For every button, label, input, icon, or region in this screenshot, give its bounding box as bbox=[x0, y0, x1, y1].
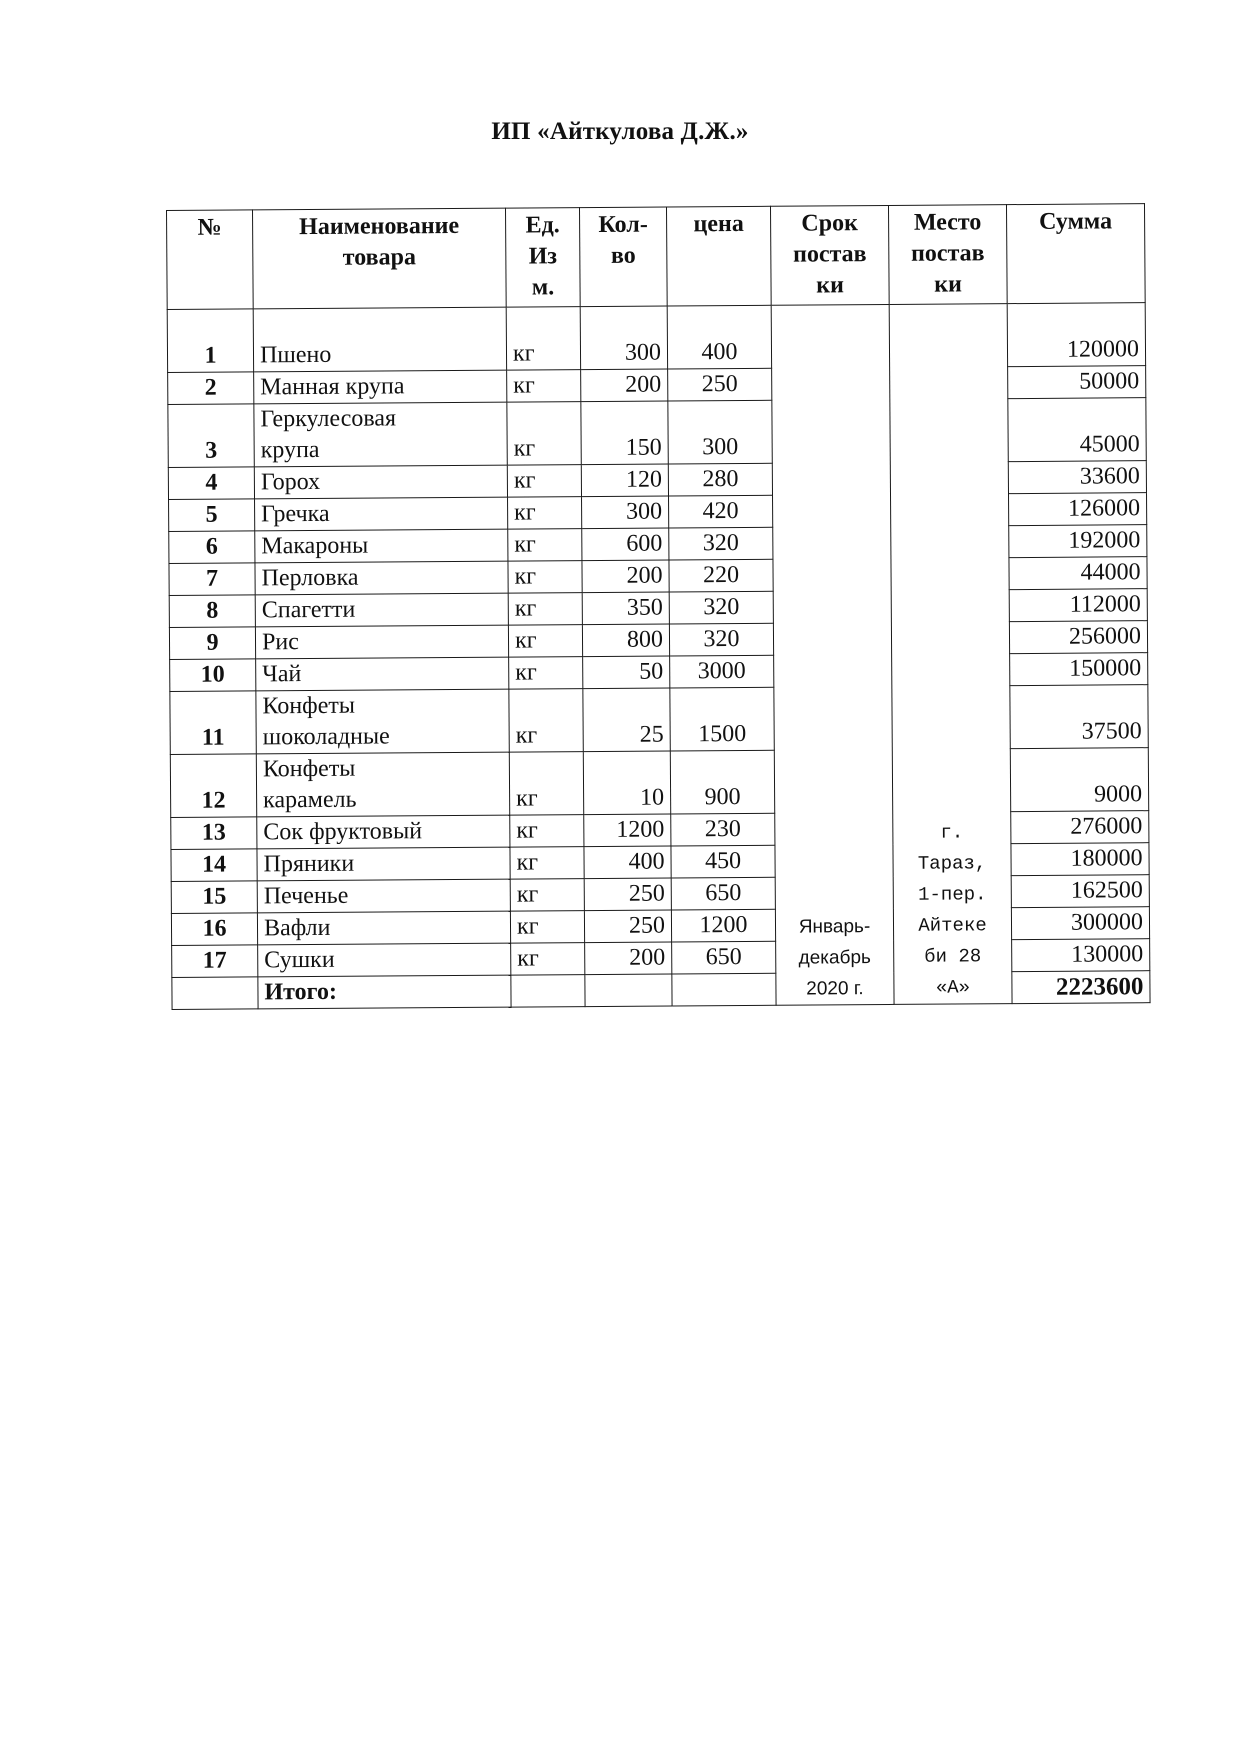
cell-sum-text: 150000 bbox=[1069, 655, 1142, 682]
cell-num bbox=[171, 913, 257, 946]
cell-sum bbox=[1010, 685, 1148, 749]
cell-sum-text: 9000 bbox=[1094, 781, 1143, 808]
cell-name bbox=[257, 847, 510, 881]
cell-sum bbox=[1010, 748, 1148, 812]
cell-qty-text: 200 bbox=[629, 944, 666, 971]
cell-qty bbox=[582, 496, 669, 529]
cell-price-text: 250 bbox=[701, 371, 738, 398]
cell-price-text: 900 bbox=[704, 784, 741, 811]
cell-qty-text: 800 bbox=[626, 626, 664, 653]
cell-unit-text: кг bbox=[515, 722, 538, 749]
cell-num-text: 14 bbox=[201, 851, 227, 878]
cell-price-text: 280 bbox=[702, 466, 739, 493]
cell-sum bbox=[1008, 398, 1146, 462]
cell-price-text: 1500 bbox=[698, 720, 747, 748]
cell-sum bbox=[1009, 557, 1147, 590]
cell-name bbox=[255, 529, 508, 563]
cell-price-text: 320 bbox=[702, 530, 739, 557]
cell-name-text: Геркулесовая крупа bbox=[260, 405, 397, 464]
cell-num bbox=[170, 754, 256, 818]
cell-qty-text: 10 bbox=[640, 784, 665, 811]
cell-name-text: Пшено bbox=[259, 341, 332, 369]
cell-unit bbox=[508, 625, 582, 658]
cell-name-text: Чай bbox=[262, 661, 302, 688]
cell-name-text: Спагетти bbox=[261, 596, 356, 624]
cell-unit bbox=[507, 402, 581, 466]
cell-sum-text: 33600 bbox=[1079, 463, 1140, 490]
cell-unit-text: кг bbox=[516, 785, 538, 812]
cell-num bbox=[170, 659, 256, 692]
cell-price bbox=[669, 527, 773, 560]
cell-unit-text: кг bbox=[516, 817, 538, 844]
cell-price bbox=[671, 877, 775, 910]
total-unit-cell bbox=[511, 975, 585, 1008]
cell-qty bbox=[583, 656, 670, 689]
goods-table bbox=[166, 203, 1151, 1010]
cell-num bbox=[169, 627, 255, 660]
cell-unit-text: кг bbox=[512, 340, 535, 367]
cell-num bbox=[171, 881, 257, 914]
cell-num-text: 9 bbox=[206, 629, 219, 656]
cell-unit bbox=[509, 657, 583, 690]
cell-qty-text: 120 bbox=[625, 466, 662, 493]
cell-unit-text: кг bbox=[513, 435, 536, 462]
cell-num-text: 11 bbox=[201, 724, 225, 751]
cell-num-text: 16 bbox=[202, 915, 227, 942]
total-num-cell bbox=[172, 977, 258, 1010]
total-price-cell bbox=[672, 973, 776, 1006]
cell-name bbox=[254, 402, 507, 467]
cell-sum-text: 37500 bbox=[1081, 718, 1142, 745]
cell-name-text: Сок фруктовый bbox=[263, 818, 423, 846]
cell-name-text: Печенье bbox=[263, 882, 349, 910]
cell-unit-text: кг bbox=[513, 372, 535, 399]
cell-name bbox=[254, 465, 507, 499]
cell-price bbox=[668, 368, 772, 401]
cell-unit bbox=[510, 847, 584, 880]
header-unit: Ед. Из м. bbox=[505, 208, 580, 308]
cell-unit-text: кг bbox=[515, 659, 537, 686]
cell-unit-text: кг bbox=[516, 881, 539, 908]
cell-qty-text: 600 bbox=[626, 530, 663, 557]
cell-sum-text: 300000 bbox=[1070, 909, 1144, 936]
cell-unit-text: кг bbox=[514, 627, 537, 654]
cell-unit bbox=[510, 815, 584, 848]
header-num: № bbox=[167, 210, 254, 310]
cell-name bbox=[258, 943, 511, 977]
cell-unit-text: кг bbox=[517, 945, 539, 972]
cell-qty-text: 250 bbox=[628, 912, 666, 939]
cell-sum bbox=[1007, 303, 1145, 367]
cell-unit-text: кг bbox=[514, 499, 536, 526]
cell-price-text: 230 bbox=[704, 816, 741, 843]
total-qty-cell bbox=[585, 974, 672, 1007]
cell-price-text: 650 bbox=[705, 943, 742, 971]
cell-sum-text: 50000 bbox=[1079, 368, 1140, 395]
cell-unit bbox=[507, 465, 581, 498]
table-body bbox=[167, 303, 1150, 1010]
cell-qty-text: 300 bbox=[624, 339, 662, 366]
header-place: Место постав ки bbox=[888, 205, 1007, 305]
cell-price bbox=[669, 559, 773, 592]
cell-qty-text: 400 bbox=[628, 848, 665, 875]
cell-sum bbox=[1008, 366, 1146, 399]
cell-name bbox=[254, 370, 507, 404]
cell-qty bbox=[581, 401, 668, 465]
cell-qty bbox=[585, 942, 672, 975]
cell-name-text: Перловка bbox=[261, 564, 359, 592]
cell-name bbox=[253, 307, 506, 372]
cell-unit bbox=[510, 879, 584, 912]
cell-num bbox=[168, 372, 254, 405]
cell-price bbox=[669, 623, 773, 656]
cell-num-text: 12 bbox=[201, 787, 226, 814]
cell-name bbox=[255, 625, 508, 659]
cell-price bbox=[670, 750, 774, 814]
cell-name bbox=[256, 689, 509, 754]
cell-qty bbox=[580, 306, 667, 370]
cell-sum bbox=[1011, 811, 1149, 844]
cell-price-text: 400 bbox=[701, 339, 738, 366]
cell-sum bbox=[1011, 843, 1149, 876]
cell-unit bbox=[509, 689, 583, 753]
cell-sum-text: 126000 bbox=[1068, 495, 1141, 522]
cell-sum-text: 256000 bbox=[1068, 623, 1142, 650]
cell-name bbox=[257, 911, 510, 945]
cell-sum-text: 120000 bbox=[1066, 336, 1140, 363]
cell-num-text: 2 bbox=[204, 374, 217, 401]
cell-num-text: 5 bbox=[205, 501, 218, 528]
cell-num-text: 15 bbox=[202, 883, 227, 910]
cell-num bbox=[168, 404, 254, 468]
cell-num bbox=[169, 531, 255, 564]
cell-qty bbox=[584, 846, 671, 879]
cell-price-text: 300 bbox=[702, 434, 739, 461]
cell-qty bbox=[582, 560, 669, 593]
cell-delivery-place bbox=[889, 304, 1012, 1005]
cell-name-text: Макароны bbox=[261, 532, 369, 560]
total-label: Итого: bbox=[258, 975, 511, 1009]
cell-sum-text: 44000 bbox=[1080, 559, 1141, 586]
cell-unit bbox=[508, 593, 582, 626]
header-qty: Кол- во bbox=[579, 207, 667, 307]
cell-qty bbox=[581, 369, 668, 402]
cell-num bbox=[169, 499, 255, 532]
cell-price bbox=[668, 400, 772, 464]
cell-qty-text: 300 bbox=[626, 498, 663, 525]
cell-name-text: Конфеты карамель bbox=[262, 755, 357, 814]
cell-unit-text: кг bbox=[514, 563, 537, 590]
cell-qty bbox=[584, 878, 671, 911]
cell-price-text: 320 bbox=[703, 594, 740, 621]
cell-qty bbox=[583, 688, 670, 752]
cell-price-text: 320 bbox=[703, 626, 740, 653]
cell-qty-text: 250 bbox=[628, 880, 665, 907]
cell-sum bbox=[1009, 589, 1147, 622]
cell-unit bbox=[509, 752, 583, 816]
cell-price bbox=[672, 941, 776, 974]
cell-qty bbox=[582, 528, 669, 561]
cell-unit bbox=[507, 370, 581, 403]
cell-sum-text: 130000 bbox=[1071, 941, 1144, 968]
cell-price bbox=[670, 655, 774, 688]
cell-qty-text: 200 bbox=[626, 562, 663, 589]
cell-qty bbox=[582, 592, 669, 625]
cell-sum bbox=[1011, 875, 1149, 908]
cell-name bbox=[257, 815, 510, 849]
cell-price-text: 650 bbox=[705, 880, 742, 907]
document-title: ИП «Айткулова Д.Ж.» bbox=[491, 118, 749, 145]
cell-name-text: Манная крупа bbox=[260, 373, 405, 401]
cell-num bbox=[171, 817, 257, 850]
cell-name bbox=[256, 657, 509, 691]
cell-qty-text: 350 bbox=[626, 594, 663, 621]
header-price: цена bbox=[666, 206, 771, 306]
cell-price-text: 1200 bbox=[699, 911, 748, 939]
cell-qty-text: 150 bbox=[625, 434, 662, 461]
cell-num-text: 8 bbox=[206, 597, 219, 624]
cell-price-text: 3000 bbox=[697, 657, 746, 685]
cell-num bbox=[168, 467, 254, 500]
cell-num bbox=[170, 691, 256, 755]
cell-qty bbox=[583, 751, 670, 815]
cell-unit bbox=[510, 911, 584, 944]
cell-name-text: Сушки bbox=[264, 946, 335, 974]
cell-sum bbox=[1008, 461, 1146, 494]
cell-sum bbox=[1009, 525, 1147, 558]
cell-num-text: 4 bbox=[205, 469, 218, 496]
cell-sum-text: 112000 bbox=[1069, 591, 1141, 618]
cell-sum bbox=[1012, 939, 1150, 972]
cell-unit-text: кг bbox=[516, 913, 539, 940]
cell-sum bbox=[1009, 621, 1147, 654]
cell-name bbox=[255, 593, 508, 627]
header-sum: Сумма bbox=[1006, 204, 1145, 304]
total-sum: 2223600 bbox=[1012, 971, 1150, 1004]
cell-num-text: 6 bbox=[205, 533, 218, 560]
cell-num-text: 17 bbox=[202, 947, 227, 974]
cell-sum-text: 180000 bbox=[1070, 845, 1143, 872]
cell-price bbox=[671, 845, 775, 878]
cell-name-text: Конфеты шоколадные bbox=[262, 692, 390, 751]
cell-name-text: Рис bbox=[261, 629, 299, 656]
cell-price bbox=[670, 687, 774, 751]
cell-name-text: Пряники bbox=[263, 850, 355, 878]
cell-sum-text: 45000 bbox=[1079, 431, 1140, 458]
cell-sum-text: 192000 bbox=[1068, 527, 1141, 554]
cell-unit bbox=[506, 307, 580, 371]
cell-name bbox=[255, 561, 508, 595]
cell-unit-text: кг bbox=[514, 595, 537, 622]
cell-unit bbox=[508, 561, 582, 594]
cell-unit-text: кг bbox=[516, 849, 539, 876]
cell-qty-text: 200 bbox=[625, 371, 662, 398]
cell-qty-text: 1200 bbox=[616, 816, 665, 843]
cell-name-text: Вафли bbox=[263, 914, 331, 942]
cell-num-text: 13 bbox=[201, 819, 226, 846]
cell-price bbox=[669, 591, 773, 624]
cell-name bbox=[255, 497, 508, 531]
cell-price bbox=[667, 305, 771, 369]
cell-unit bbox=[508, 497, 582, 530]
cell-unit bbox=[511, 943, 585, 976]
cell-name bbox=[257, 879, 510, 913]
cell-price bbox=[671, 813, 775, 846]
cell-num bbox=[167, 309, 253, 373]
cell-qty bbox=[584, 910, 671, 943]
cell-num-text: 3 bbox=[205, 437, 218, 464]
cell-price-text: 420 bbox=[702, 498, 739, 525]
table-row bbox=[167, 303, 1145, 373]
cell-price bbox=[669, 495, 773, 528]
cell-qty-text: 25 bbox=[639, 721, 664, 748]
cell-qty-text: 50 bbox=[639, 658, 664, 685]
cell-delivery-period bbox=[771, 304, 894, 1005]
cell-num bbox=[172, 945, 258, 978]
cell-price bbox=[671, 909, 775, 942]
header-period: Срок постав ки bbox=[770, 205, 889, 305]
cell-sum-text: 162500 bbox=[1070, 877, 1143, 904]
cell-price-text: 220 bbox=[702, 562, 740, 589]
cell-sum bbox=[1009, 493, 1147, 526]
cell-num-text: 10 bbox=[200, 661, 225, 688]
cell-name-text: Горох bbox=[260, 468, 321, 496]
cell-num bbox=[169, 563, 255, 596]
cell-sum bbox=[1010, 653, 1148, 686]
cell-delivery-period-text: Январь- декабрь 2020 г. bbox=[798, 916, 871, 1000]
cell-qty bbox=[581, 464, 668, 497]
table-header-row bbox=[167, 204, 1146, 310]
cell-qty bbox=[582, 624, 669, 657]
cell-price-text: 450 bbox=[704, 848, 742, 875]
cell-num bbox=[171, 849, 257, 882]
cell-name bbox=[256, 752, 509, 817]
cell-sum-text: 276000 bbox=[1070, 813, 1143, 840]
cell-sum bbox=[1011, 907, 1149, 940]
cell-num-text: 1 bbox=[204, 342, 217, 369]
cell-qty bbox=[584, 814, 671, 847]
cell-delivery-place-text: г. Тараз, 1-пер. Айтеке би 28 «А» bbox=[917, 821, 987, 999]
cell-name-text: Гречка bbox=[261, 500, 330, 528]
header-name: Наименование товара bbox=[253, 208, 507, 309]
cell-num bbox=[169, 595, 255, 628]
cell-unit bbox=[508, 529, 582, 562]
cell-unit-text: кг bbox=[513, 467, 536, 494]
cell-price bbox=[668, 463, 772, 496]
cell-num-text: 7 bbox=[205, 565, 219, 592]
cell-unit-text: кг bbox=[514, 531, 536, 558]
